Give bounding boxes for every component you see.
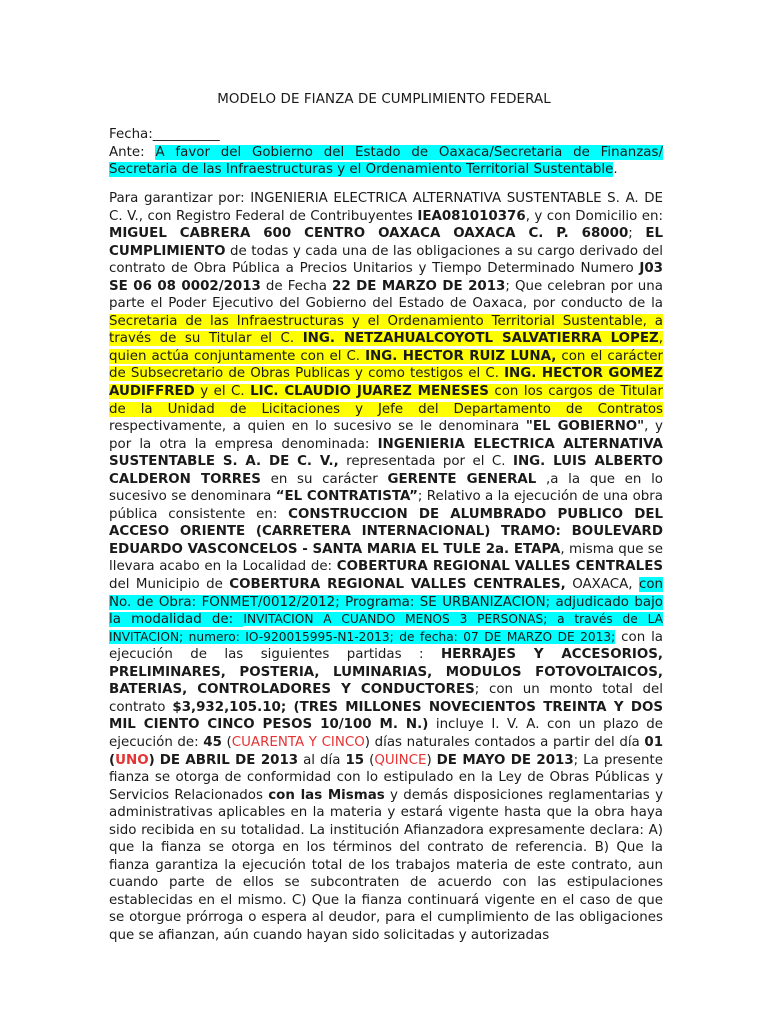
document-title: MODELO DE FIANZA DE CUMPLIMIENTO FEDERAL bbox=[217, 92, 551, 107]
fecha-label: Fecha: bbox=[109, 127, 153, 142]
header-block bbox=[109, 126, 663, 179]
municipio-value: COBERTURA REGIONAL VALLES CENTRALES, bbox=[229, 577, 566, 593]
contract-date: 22 DE MARZO DE 2013 bbox=[332, 278, 506, 294]
localidad-value: COBERTURA REGIONAL VALLES CENTRALES bbox=[336, 559, 663, 575]
fecha-value: __________ bbox=[152, 127, 220, 142]
highlighted-text: INVITACION A CUANDO MENOS 3 PERSONAS; a través de LA INVITACION; numero: IO-920015995-N1-2013; de fecha: 07 DE MARZO DE 2013; bbox=[109, 612, 663, 644]
body-text: incluye I. V. A. con un plazo de ejecución de: bbox=[109, 717, 663, 750]
body-text: ( bbox=[221, 734, 232, 750]
bold-text: 45 bbox=[203, 734, 222, 750]
ante-end: . bbox=[613, 162, 618, 177]
body-paragraph bbox=[109, 190, 663, 945]
domicilio-value: MIGUEL CABRERA 600 CENTRO OAXACA OAXACA C. P. 68000 bbox=[109, 226, 629, 242]
project-description: CONSTRUCCION DE ALUMBRADO PUBLICO DEL ACCESO ORIENTE (CARRETERA INTERNACIONAL) TRAMO: BOULEVARD EDUARDO VASCONCELOS - SANTA MARIA EL TULE 2a. ETAPA bbox=[109, 506, 663, 557]
body-text: OAXACA, bbox=[565, 577, 639, 593]
fecha-line bbox=[109, 126, 663, 144]
bold-text: ) bbox=[148, 752, 155, 768]
body-text: ,a la que en lo sucesivo se denominara bbox=[109, 471, 663, 505]
body-text: ( bbox=[364, 752, 375, 768]
body-text: ; La presente fianza se otorga de conformidad con lo estipulado en la Ley de Obras Públicas y Servicios Relacionados bbox=[109, 752, 663, 803]
body-text: de todas y cada una de las obligaciones a su cargo derivado del contrato de Obra Pública a Precios Unitarios y Tiempo Determinado Numero bbox=[109, 243, 663, 277]
red-bold-text: UNO bbox=[115, 752, 149, 768]
representative-name: ING. LUIS ALBERTO CALDERON TORRES bbox=[109, 454, 663, 487]
end-date: DE MAYO DE 2013 bbox=[436, 752, 574, 768]
red-text: QUINCE bbox=[374, 752, 427, 768]
body-text: representada por el C. bbox=[338, 454, 513, 470]
highlighted-text: y el C. bbox=[194, 384, 251, 400]
bold-text: 01 ( bbox=[109, 734, 664, 768]
rfc-value: IEA081010376 bbox=[417, 208, 526, 224]
highlighted-text: , quien actúa conjuntamente con el C. bbox=[109, 331, 663, 364]
start-date: DE ABRIL DE 2013 bbox=[159, 752, 299, 768]
highlighted-bold-text: LIC. CLAUDIO JUAREZ MENESES bbox=[250, 384, 489, 400]
body-text: de Fecha bbox=[260, 278, 333, 294]
highlighted-text: con los cargos de Titular de la Unidad de Licitaciones y Jefe del Departamento de Contratos bbox=[109, 384, 663, 417]
ante-label: Ante: bbox=[109, 144, 145, 160]
body-text: ; Relativo a la ejecución de una obra pública consistente en: bbox=[109, 489, 663, 522]
body-text: con la ejecución de las siguientes partidas : bbox=[109, 629, 664, 663]
contract-amount: $3,932,105.10; (TRES MILLONES NOVECIENTOS TREINTA Y DOS MIL CIENTO CINCO PESOS 10/100 M. N.) bbox=[109, 699, 663, 733]
red-text: CUARENTA Y CINCO bbox=[231, 734, 365, 750]
representative-role: GERENTE GENERAL bbox=[387, 471, 537, 487]
body-text: y demás disposiciones reglamentarias y administrativas aplicables en la materia y estará vigente hasta que la obra haya sido recibida en su totalidad. La institución Afianzadora expresamente declara: A) que la fianza se otorga en los términos del contrato de referencia. B) Que la fianza garantiza la ejecución total de los trabajos materia de este contrato, aun cuando parte de ellos se subcontraten de acuerdo con las estipulaciones establecidas en el mismo. C) Que la fianza continuará vigente en el caso de que se otorgue prórroga o espera al deudor, para el cumplimiento de las obligaciones que se afianzan, aún cuando hayan sido solicitadas y autorizadas bbox=[109, 787, 663, 943]
body-text: , y por la otra la empresa denominada: bbox=[109, 419, 663, 452]
body-text: respectivamente, a quien en lo sucesivo se le denominara bbox=[109, 419, 526, 435]
body-text: ; con un monto total del contrato bbox=[109, 682, 663, 715]
highlighted-bold-text: ING. NETZAHUALCOYOTL SALVATIERRA LOPEZ bbox=[302, 331, 659, 347]
body-text: ) días naturales contados a partir del día bbox=[364, 734, 645, 750]
company-name: INGENIERIA ELECTRICA ALTERNATIVA SUSTENTABLE S. A. DE C. V., bbox=[109, 436, 664, 470]
contract-number: J03 SE 06 08 0002/2013 bbox=[109, 261, 663, 294]
bold-text: 15 bbox=[345, 752, 365, 768]
highlighted-text: con el carácter de Subsecretario de Obras Publicas y como testigos el C. bbox=[109, 348, 663, 382]
body-text: ; bbox=[628, 226, 646, 242]
body-text: ) bbox=[426, 752, 437, 768]
body-text: , misma que se llevara acabo en la Localidad de: bbox=[109, 541, 663, 575]
highlighted-bold-text: ING. HECTOR GOMEZ AUDIFFRED bbox=[109, 366, 663, 400]
ante-text: A favor del Gobierno del Estado de Oaxaca/Secretaria de Finanzas/ Secretaria de las Infraestructuras y el Ordenamiento Territorial Sustentable bbox=[109, 144, 663, 177]
body-text: , y con Domicilio en: bbox=[525, 208, 663, 224]
body-text: al día bbox=[298, 752, 346, 768]
body-text: del Municipio de bbox=[109, 577, 230, 593]
partidas-list: HERRAJES Y ACCESORIOS, PRELIMINARES, POSTERIA, LUMINARIAS, MODULOS FOTOVOLTAICOS, BATERIAS, CONTROLADORES Y CONDUCTORES bbox=[109, 647, 663, 698]
ante-line bbox=[109, 144, 663, 179]
body-text: Para garantizar por: INGENIERIA ELECTRICA ALTERNATIVA SUSTENTABLE S. A. DE C. V., con Registro Federal de Contribuyentes bbox=[109, 191, 663, 224]
body-text: en su carácter bbox=[260, 471, 388, 487]
bold-text: EL CUMPLIMIENTO bbox=[109, 226, 663, 259]
body-text: ; Que celebran por una parte el Poder Ejecutivo del Gobierno del Estado de Oaxaca, por conducto de la bbox=[109, 278, 663, 312]
bold-text: con las Mismas bbox=[268, 787, 385, 803]
highlighted-bold-text: ING. HECTOR RUIZ LUNA, bbox=[365, 348, 557, 364]
bold-text: “EL CONTRATISTA” bbox=[275, 489, 418, 505]
highlighted-text: Secretaria de las Infraestructuras y el Ordenamiento Territorial Sustentable, a través de su Titular el C. bbox=[109, 313, 663, 347]
bold-text: "EL GOBIERNO" bbox=[525, 419, 645, 435]
highlighted-text: con No. de Obra: FONMET/0012/2012; Programa: SE URBANIZACION; adjudicado bajo la modalidad de: bbox=[109, 577, 664, 628]
